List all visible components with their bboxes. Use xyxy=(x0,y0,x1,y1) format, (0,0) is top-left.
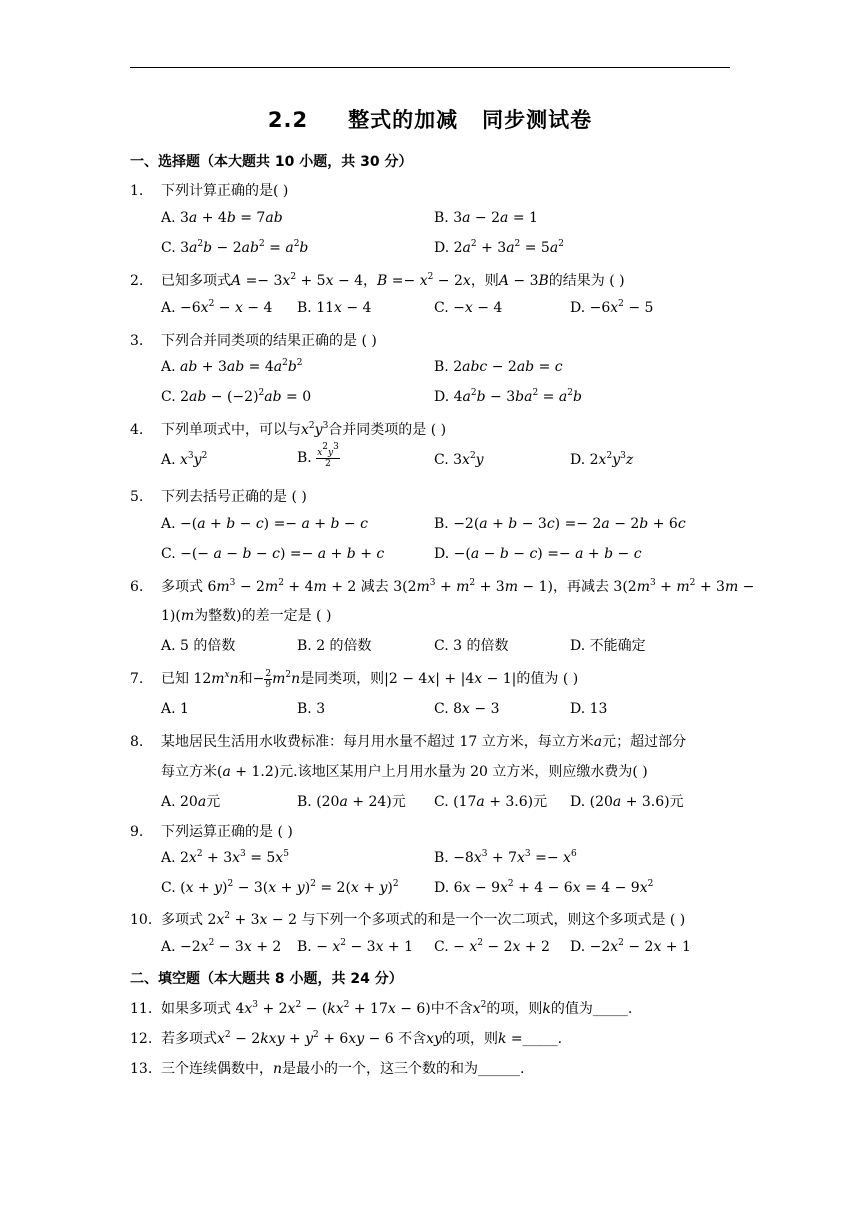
option-b: B. − $x^2 - 3x + 1$ xyxy=(297,938,414,955)
option-d: D. 13 xyxy=(570,701,608,717)
question-number: 2. xyxy=(130,273,144,289)
option-d: D. $4a^2b - 3ba^2 = a^2b$ xyxy=(434,388,582,405)
option-a: A. $-6x^2 - x - 4$ xyxy=(161,299,273,316)
option-b: B. 2 的倍数 xyxy=(297,638,372,654)
option-c: C. −(− a − b − c) =− a + b + c xyxy=(161,546,385,562)
option-a: A. $2x^2 + 3x^3 = 5x^5$ xyxy=(161,849,289,866)
option-b: B. 3a − 2a = 1 xyxy=(434,210,538,226)
question-1 xyxy=(130,180,288,200)
question-stem: 下列单项式中，可以与$x^2y^3$合并同类项的是 ( ) xyxy=(161,421,447,438)
question-7 xyxy=(130,668,578,690)
question-10 xyxy=(130,909,685,929)
option-b: B. 3 xyxy=(297,701,326,717)
option-d: D. 不能确定 xyxy=(570,638,646,654)
section-heading-fill: 二、填空题（本大题共 8 小题，共 24 分） xyxy=(130,971,403,987)
option-d: D. (20a + 3.6)元 xyxy=(570,794,684,810)
question-stem: 下列运算正确的是 ( ) xyxy=(161,824,293,840)
question-stem: 已知多项式$A =- 3x^2 + 5x - 4$，$B =- x^2 - 2x$，则A − 3B的结果为 ( ) xyxy=(161,272,625,289)
question-stem: 已知 $12m^xn$和− $\frac{2}{9}$ $m^2n$是同类项，则|2 − 4x| + |4x − 1|的值为 ( ) xyxy=(161,668,579,690)
question-11 xyxy=(130,998,632,1018)
page-title xyxy=(0,104,860,134)
header-rule xyxy=(130,67,730,68)
question-8-continued: 每立方米(a + 1.2)元.该地区某用户上月用水量为 20 立方米，则应缴水费为( ) xyxy=(161,764,648,780)
option-a: A. 5 的倍数 xyxy=(161,638,236,654)
question-5 xyxy=(130,486,307,506)
option-a: A. 3a + 4b = 7ab xyxy=(161,210,283,226)
option-d: D. $2x^2y^3z$ xyxy=(570,451,634,468)
question-number: 11. xyxy=(130,1001,153,1017)
question-number: 9. xyxy=(130,824,144,840)
option-b: B. 11x − 4 xyxy=(297,300,372,316)
option-d: D. −(a − b − c) =− a + b − c xyxy=(434,546,642,562)
option-b: B. $\frac{x^2y^3}{2}$ xyxy=(297,442,339,469)
option-b: B. (20a + 24)元 xyxy=(297,794,406,810)
question-number: 8. xyxy=(130,734,144,750)
question-stem: 多项式 $2x^2 + 3x - 2$ 与下列一个多项式的和是一个一次二项式，则这个多项式是 ( ) xyxy=(161,911,686,928)
option-d: D. $-6x^2 - 5$ xyxy=(570,299,654,316)
option-a: A. 20a元 xyxy=(161,794,221,810)
option-d: D. $6x - 9x^2 + 4 - 6x = 4 - 9x^2$ xyxy=(434,879,654,896)
fraction: $\frac{2}{9}$ xyxy=(265,668,272,690)
question-8 xyxy=(130,731,686,751)
title-number: 2.2 xyxy=(267,108,309,132)
question-number: 6. xyxy=(130,579,144,595)
question-6 xyxy=(130,576,754,596)
question-number: 12. xyxy=(130,1031,153,1047)
option-c: C. −x − 4 xyxy=(434,300,503,316)
question-stem: 下列计算正确的是( ) xyxy=(161,183,289,199)
title-suffix: 同步测试卷 xyxy=(482,108,593,132)
question-13 xyxy=(130,1058,524,1078)
question-number: 10. xyxy=(130,912,153,928)
question-stem: 三个连续偶数中，n是最小的一个，这三个数的和为______. xyxy=(161,1061,525,1077)
fraction: $\frac{x^2y^3}{2}$ xyxy=(317,442,339,469)
option-d: D. $-2x^2 - 2x + 1$ xyxy=(570,938,691,955)
question-4 xyxy=(130,419,446,439)
option-c: C. $(x + y)^2 - 3(x + y)^2 = 2(x + y)^2$ xyxy=(161,879,399,896)
option-b: B. −2(a + b − 3c) =− 2a − 2b + 6c xyxy=(434,516,686,532)
option-c: C. 3 的倍数 xyxy=(434,638,509,654)
option-c: C. 8x − 3 xyxy=(434,701,500,717)
option-c: C. $2ab - (-2)^2ab = 0$ xyxy=(161,388,312,405)
title-name: 整式的加减 xyxy=(348,108,459,132)
question-2 xyxy=(130,270,625,290)
question-number: 13. xyxy=(130,1061,153,1077)
option-a: A. −(a + b − c) =− a + b − c xyxy=(161,516,368,532)
option-c: C. $3x^2y$ xyxy=(434,451,484,468)
option-b: B. 2abc − 2ab = c xyxy=(434,359,563,375)
question-9 xyxy=(130,821,293,841)
option-c: C. $3a^2b - 2ab^2 = a^2b$ xyxy=(161,239,309,256)
option-a: A. 1 xyxy=(161,701,189,717)
section-heading-choice: 一、选择题（本大题共 10 小题，共 30 分） xyxy=(130,154,413,170)
question-number: 5. xyxy=(130,489,144,505)
question-number: 7. xyxy=(130,671,144,687)
question-number: 3. xyxy=(130,333,144,349)
question-stem: 多项式 $6m^3 - 2m^2 + 4m + 2$ 减去 $3(2m^3 + m^2 + 3m - 1)$，再减去 $3(2m^3 + m^2 + 3m$ − xyxy=(161,578,755,595)
question-stem: 如果多项式 $4x^3 + 2x^2 - (kx^2 + 17x - 6)$中不含$x^2$的项，则k的值为_____. xyxy=(161,1000,633,1017)
option-c: C. − $x^2 - 2x + 2$ xyxy=(434,938,550,955)
option-a: A. ab + $3ab = 4a^2b^2$ xyxy=(161,358,303,375)
option-a: A. $-2x^2 - 3x + 2$ xyxy=(161,938,282,955)
question-stem: 下列去括号正确的是 ( ) xyxy=(161,489,307,505)
question-stem: 若多项式$x^2 - 2kxy + y^2 + 6xy - 6$ 不含xy的项，则k =_____. xyxy=(161,1030,563,1047)
question-6-continued: 1)(m为整数)的差一定是 ( ) xyxy=(161,608,332,624)
option-a: A. $x^3y^2$ xyxy=(161,451,208,468)
question-12 xyxy=(130,1028,562,1048)
question-stem: 下列合并同类项的结果正确的是 ( ) xyxy=(161,333,377,349)
option-b: B. $-8x^3 + 7x^3 =- x^6$ xyxy=(434,849,577,866)
option-c: C. (17a + 3.6)元 xyxy=(434,794,548,810)
question-number: 4. xyxy=(130,422,144,438)
question-stem: 某地居民生活用水收费标准：每月用水量不超过 17 立方米，每立方米a元；超过部分 xyxy=(161,734,687,750)
question-3 xyxy=(130,330,377,350)
option-d: D. $2a^2 + 3a^2 = 5a^2$ xyxy=(434,239,564,256)
question-number: 1. xyxy=(130,183,144,199)
